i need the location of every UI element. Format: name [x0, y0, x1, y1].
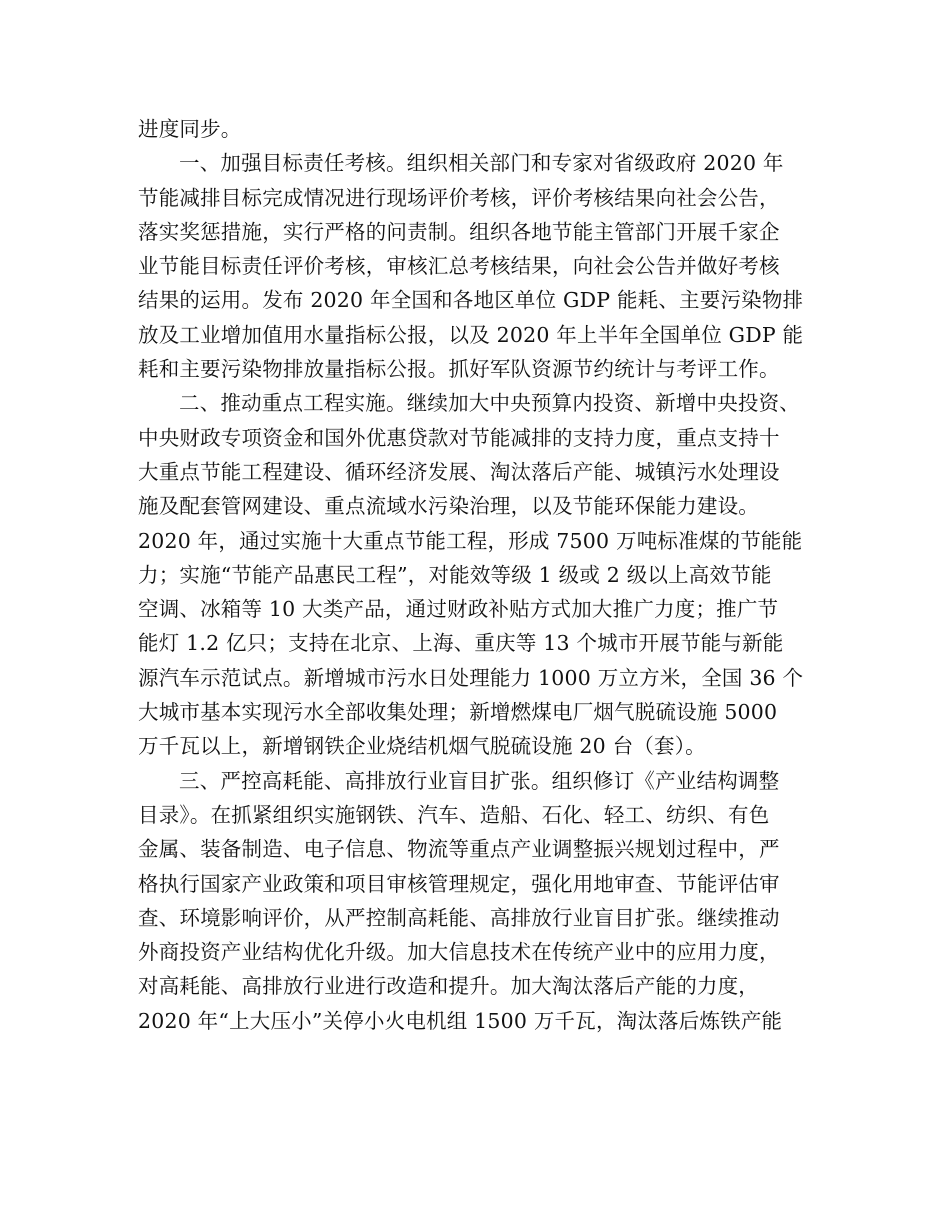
text-line: 对高耗能、高排放行业进行改造和提升。加大淘汰落后产能的力度，: [138, 974, 759, 999]
text-line: 放及工业增加值用水量指标公报，以及 2020 年上半年全国单位 GDP 能: [138, 322, 804, 347]
text-line: 源汽车示范试点。新增城市污水日处理能力 1000 万立方米，全国 36 个: [138, 665, 804, 690]
paragraph-first-line: 一、加强目标责任考核。组织相关部门和专家对省级政府 2020 年: [179, 151, 784, 176]
document-body: [138, 112, 828, 1038]
text-line: 耗和主要污染物排放量指标公报。抓好军队资源节约统计与考评工作。: [138, 357, 780, 382]
paragraph-first-line: 二、推动重点工程实施。继续加大中央预算内投资、新增中央投资、: [179, 391, 800, 416]
text-line: 2020 年，通过实施十大重点节能工程，形成 7500 万吨标准煤的节能能: [138, 528, 803, 553]
text-line: 空调、冰箱等 10 大类产品，通过财政补贴方式加大推广力度；推广节: [138, 597, 779, 622]
text-line: 外商投资产业结构优化升级。加大信息技术在传统产业中的应用力度，: [138, 940, 780, 965]
text-line: 万千瓦以上，新增钢铁企业烧结机烟气脱硫设施 20 台（套）。: [138, 734, 706, 759]
text-line: 落实奖惩措施，实行严格的问责制。组织各地节能主管部门开展千家企: [138, 219, 780, 244]
text-line: 结果的运用。发布 2020 年全国和各地区单位 GDP 能耗、主要污染物排: [138, 288, 804, 313]
text-line: 能灯 1.2 亿只；支持在北京、上海、重庆等 13 个城市开展节能与新能: [138, 631, 784, 656]
text-line: 力；实施“节能产品惠民工程”，对能效等级 1 级或 2 级以上高效节能: [138, 562, 772, 587]
text-line: 节能减排目标完成情况进行现场评价考核，评价考核结果向社会公告，: [138, 185, 780, 210]
text-line: 查、环境影响评价，从严控制高耗能、高排放行业盲目扩张。继续推动: [138, 905, 780, 930]
text-line: 业节能目标责任评价考核，审核汇总考核结果，向社会公告并做好考核: [138, 254, 780, 279]
paragraph-first-line: 三、严控高耗能、高排放行业盲目扩张。组织修订《产业结构调整: [179, 768, 780, 793]
text-line: 2020 年“上大压小”关停小火电机组 1500 万千瓦，淘汰落后炼铁产能: [138, 1008, 783, 1033]
text-line: 大城市基本实现污水全部收集处理；新增燃煤电厂烟气脱硫设施 5000: [138, 700, 778, 725]
text-line: 大重点节能工程建设、循环经济发展、淘汰落后产能、城镇污水处理设: [138, 459, 780, 484]
text-line: 进度同步。: [138, 117, 242, 141]
text-line: 目录》。在抓紧组织实施钢铁、汽车、造船、石化、轻工、纺织、有色: [138, 802, 770, 827]
text-line: 施及配套管网建设、重点流域水污染治理，以及节能环保能力建设。: [138, 494, 759, 519]
text-line: 中央财政专项资金和国外优惠贷款对节能减排的支持力度，重点支持十: [138, 425, 780, 450]
text-line: 金属、装备制造、电子信息、物流等重点产业调整振兴规划过程中，严: [138, 837, 780, 862]
text-line: 格执行国家产业政策和项目审核管理规定，强化用地审查、节能评估审: [138, 871, 780, 896]
